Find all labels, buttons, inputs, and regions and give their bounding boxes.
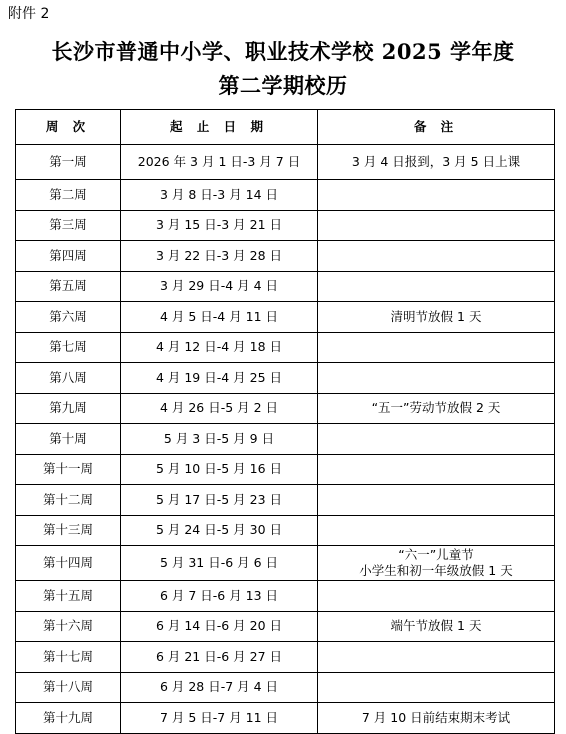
note-cell	[318, 332, 555, 363]
table-row	[16, 703, 555, 734]
date-range-cell: 6 月 14 日-6 月 20 日	[121, 611, 318, 642]
note-cell	[318, 581, 555, 612]
week-cell: 第十一周	[16, 454, 121, 485]
week-cell: 第八周	[16, 363, 121, 394]
date-range-cell: 6 月 7 日-6 月 13 日	[121, 581, 318, 612]
note-cell	[318, 703, 555, 734]
table-header-row	[16, 110, 555, 145]
note-line: 端午节放假 1 天	[390, 618, 482, 634]
week-cell: 第二周	[16, 180, 121, 211]
date-range-cell: 4 月 19 日-4 月 25 日	[121, 363, 318, 394]
note-line: 清明节放假 1 天	[390, 308, 482, 324]
date-range-cell: 2026 年 3 月 1 日-3 月 7 日	[121, 145, 318, 180]
week-cell: 第七周	[16, 332, 121, 363]
note-cell	[318, 302, 555, 333]
note-cell	[318, 210, 555, 241]
document-title-line1: 长沙市普通中小学、职业技术学校 2025 学年度	[51, 39, 515, 64]
note-line: 小学生和初一年级放假 1 天	[359, 563, 513, 578]
table-row	[16, 302, 555, 333]
document-title-line2: 第二学期校历	[218, 73, 348, 98]
table-row	[16, 581, 555, 612]
week-cell: 第十四周	[16, 546, 121, 581]
date-range-cell: 5 月 3 日-5 月 9 日	[121, 424, 318, 455]
week-cell: 第一周	[16, 145, 121, 180]
week-cell: 第十八周	[16, 672, 121, 703]
note-line: “六一”儿童节	[398, 547, 474, 562]
date-range-cell: 5 月 31 日-6 月 6 日	[121, 546, 318, 581]
table-row	[16, 180, 555, 211]
date-range-cell: 5 月 17 日-5 月 23 日	[121, 485, 318, 516]
date-range-cell: 3 月 15 日-3 月 21 日	[121, 210, 318, 241]
header-dates: 起 止 日 期	[121, 110, 318, 145]
table-row	[16, 145, 555, 180]
header-note: 备 注	[318, 110, 555, 145]
week-cell: 第十二周	[16, 485, 121, 516]
note-cell	[318, 393, 555, 424]
week-cell: 第十三周	[16, 515, 121, 546]
date-range-cell: 6 月 28 日-7 月 4 日	[121, 672, 318, 703]
note-cell	[318, 485, 555, 516]
week-cell: 第九周	[16, 393, 121, 424]
note-cell	[318, 180, 555, 211]
table-row	[16, 271, 555, 302]
table-row	[16, 611, 555, 642]
note-cell	[318, 611, 555, 642]
date-range-cell: 5 月 10 日-5 月 16 日	[121, 454, 318, 485]
note-cell	[318, 546, 555, 581]
date-range-cell: 7 月 5 日-7 月 11 日	[121, 703, 318, 734]
note-cell	[318, 515, 555, 546]
table-row	[16, 363, 555, 394]
table-row	[16, 241, 555, 272]
date-range-cell: 5 月 24 日-5 月 30 日	[121, 515, 318, 546]
table-row	[16, 485, 555, 516]
date-range-cell: 3 月 29 日-4 月 4 日	[121, 271, 318, 302]
note-cell	[318, 642, 555, 673]
table-row	[16, 393, 555, 424]
week-cell: 第十七周	[16, 642, 121, 673]
note-cell	[318, 145, 555, 180]
week-cell: 第十五周	[16, 581, 121, 612]
week-cell: 第十六周	[16, 611, 121, 642]
table-row	[16, 515, 555, 546]
week-cell: 第十九周	[16, 703, 121, 734]
table-row	[16, 454, 555, 485]
note-cell	[318, 672, 555, 703]
table-row	[16, 546, 555, 581]
attachment-label: 附件 2	[8, 6, 50, 22]
note-cell	[318, 363, 555, 394]
date-range-cell: 6 月 21 日-6 月 27 日	[121, 642, 318, 673]
week-cell: 第三周	[16, 210, 121, 241]
note-cell	[318, 241, 555, 272]
date-range-cell: 4 月 26 日-5 月 2 日	[121, 393, 318, 424]
table-row	[16, 642, 555, 673]
note-line: “五一”劳动节放假 2 天	[371, 400, 501, 416]
date-range-cell: 3 月 8 日-3 月 14 日	[121, 180, 318, 211]
week-cell: 第六周	[16, 302, 121, 333]
date-range-cell: 4 月 12 日-4 月 18 日	[121, 332, 318, 363]
table-row	[16, 672, 555, 703]
header-week: 周 次	[16, 110, 121, 145]
note-cell	[318, 454, 555, 485]
school-calendar-table	[15, 109, 555, 734]
week-cell: 第五周	[16, 271, 121, 302]
week-cell: 第四周	[16, 241, 121, 272]
table-row	[16, 210, 555, 241]
table-row	[16, 424, 555, 455]
date-range-cell: 4 月 5 日-4 月 11 日	[121, 302, 318, 333]
date-range-cell: 3 月 22 日-3 月 28 日	[121, 241, 318, 272]
note-line: 3 月 4 日报到，3 月 5 日上课	[351, 154, 521, 169]
note-cell	[318, 424, 555, 455]
note-cell	[318, 271, 555, 302]
week-cell: 第十周	[16, 424, 121, 455]
table-row	[16, 332, 555, 363]
note-line: 7 月 10 日前结束期末考试	[361, 709, 511, 725]
